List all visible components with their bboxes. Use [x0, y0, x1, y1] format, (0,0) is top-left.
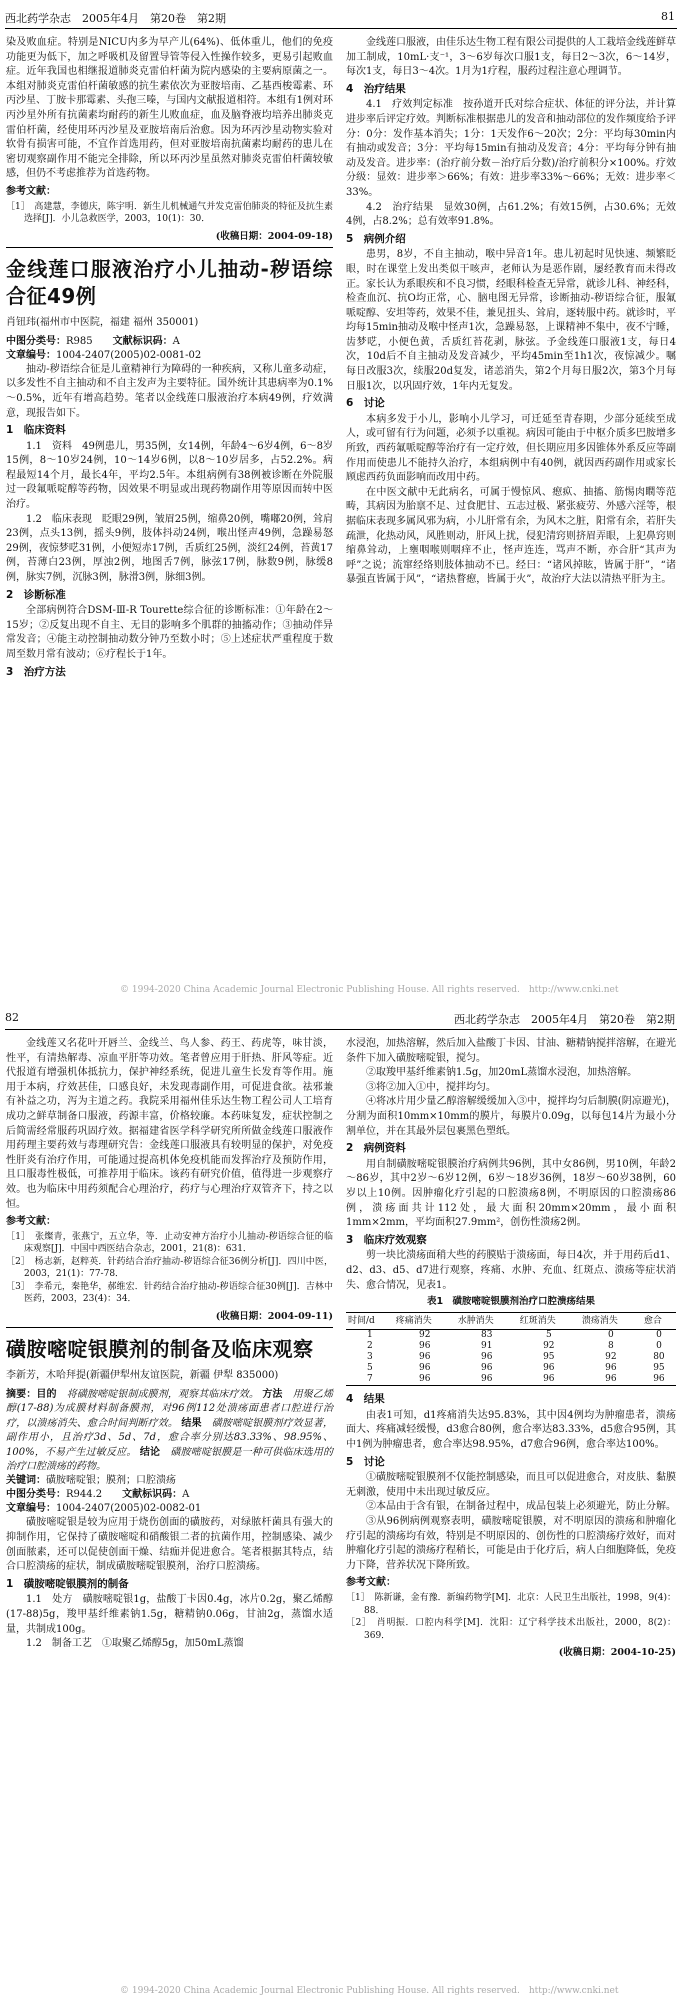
table-cell: 5: [367, 1363, 373, 1374]
article-divider: [6, 1327, 333, 1328]
table-header: 时间/d: [346, 1312, 394, 1330]
reference-item: ［2］ 杨志新，赵粹英．针药结合治疗抽动-秽语综合征36例分析[J]．四川中医，2003，21(1)：77-78．: [6, 1256, 333, 1280]
clc-label: 中图分类号：: [6, 335, 66, 347]
classification-line: [6, 1488, 333, 1502]
table-cell: 96: [580, 1374, 642, 1386]
section-heading: 3 治疗方法: [6, 665, 66, 678]
doc-code-label: 文献标识码：: [122, 1489, 183, 1501]
body-paragraph: 4.2 治疗结果 显效30例，占61.2%；有效15例，占30.6%；无效4例，占8.2%；总有效率91.8%。: [346, 201, 676, 228]
body-paragraph: 1.2 制备工艺 ①取聚乙烯醇5g，加50mL蒸馏: [26, 1638, 244, 1650]
article-title: 金线莲口服液治疗小儿抽动-秽语综合征49例: [6, 257, 333, 309]
table-cell: 96: [481, 1352, 493, 1363]
left-column: [6, 36, 333, 681]
table-cell: 0: [656, 1330, 662, 1341]
table-cell: 92: [419, 1330, 431, 1341]
abstract-conclusion-label: 结论: [139, 1446, 161, 1458]
running-header: [0, 1009, 685, 1027]
intro-paragraph: 磺胺嘧啶银是较为应用于烧伤创面的磺胺药，对绿脓杆菌具有强大的抑制作用，它保持了磺胺嘧啶和硝酸银二者的抗菌作用，控制感染、减少创面脓素，还可以促使创面干燥、结痂并促进愈合。笔者根据其特点，结合口腔溃疡的症状，制成磺胺嘧啶银膜剂，治疗口腔溃疡。: [6, 1517, 333, 1573]
article-id-label: 文章编号：: [6, 349, 56, 361]
page-number: 82: [5, 1011, 19, 1024]
running-header: [0, 8, 685, 26]
table-row: [346, 1363, 676, 1374]
table-cell: 96: [518, 1374, 580, 1386]
header-rule: [5, 1029, 677, 1030]
table-header: 愈合: [642, 1312, 676, 1330]
article-author: 肖钮玮(福州市中医院，福建 福州 350001): [6, 317, 199, 329]
table-cell: 5: [545, 1330, 552, 1341]
article-id-line: [6, 349, 333, 363]
reference-item: ［2］ 肖明振．口腔内科学[M]．沈阳：辽宁科学技术出版社，2000，8(2)：369．: [346, 1618, 676, 1641]
body-paragraph: ④将冰片用少量乙醇溶解缓缓加入③中，搅拌均匀后制膜(阴凉避光)，分割为面积10mm×10mm的膜片，每膜片0.09g，以每包14片为最小分割单位，并在其最外层包裹黑色塑纸。: [346, 1096, 676, 1137]
header-rule: [5, 28, 677, 29]
abstract-objective: 将磺胺嘧啶银制成膜剂，观察其临床疗效。: [66, 1388, 259, 1400]
table-cell: 95: [653, 1363, 665, 1374]
intro-paragraph: 抽动-秽语综合征是儿童精神行为障碍的一种疾病，又称儿童多动症，以多发性不自主抽动和不自主发声为主要特征。国外统计其患病率为0.1%～0.5%，近年有增高趋势。笔者以金线莲口服液治疗本病49例，疗效满意，现报告如下。: [6, 363, 333, 419]
body-paragraph: 4.1 疗效判定标准 按孙道开氏对综合症状、体征的评分法，并计算进步率后评定疗效。判断标准根据患儿的发音和抽动部位的发作频度给予评分：0分：发作基本消失；1分：1天发作6～20次；2分：平均每30min内有抽动或发音；3分：平均每15min有抽动及发音；4分：平均每分钟有抽动及发音。进步率：(治疗前分数－治疗后分数)/治疗前积分×100%。疗效分级：显效：进步率＞66%；有效：进步率33%～66%；无效：进步率＜33%。: [346, 99, 676, 198]
body-paragraph: 水浸泡，加热溶解，然后加入盐酸丁卡因、甘油、糖精钠搅拌溶解，在避光条件下加入磺胺嘧啶银，搅匀。: [346, 1038, 676, 1064]
table-header-row: [346, 1312, 676, 1330]
abstract-method-label: 方法: [262, 1388, 283, 1400]
abstract-method: 用聚乙烯醇(17-88)为成膜材料制备膜剂，对96例112处溃疡面患者口腔进行治疗，以溃疡消失、愈合时间判断疗效。: [6, 1388, 334, 1429]
table-header: 红斑消失: [518, 1312, 580, 1330]
table-cell: 92: [543, 1341, 555, 1352]
section-heading: 5 病例介绍: [346, 232, 406, 245]
section-heading: 2 病例资料: [346, 1142, 406, 1155]
body-paragraph: 本病多发于小儿，影响小儿学习，可迁延至青春期，少部分延续至成人，或可留有行为问题，必须予以重视。病因可能由于中枢介质多巴胺增多所致，西药氟哌啶醇等治疗有一定疗效，但长期应用多因锥体外系反应等副作用而使患儿不能持久治疗，本组病例中有40例，就因西药副作用或家长顾虑西药负面影响而改用中药。: [346, 413, 676, 484]
abstract: [6, 1388, 333, 1474]
abstract-result-label: 结果: [181, 1417, 202, 1429]
body-paragraph: ①磺胺嘧啶银膜剂不仅能控制感染，而且可以促进愈合，对皮肤、黏膜无刺激，使用中未出现过敏反应。: [346, 1472, 676, 1498]
references-heading: 参考文献：: [6, 185, 56, 197]
section-heading: 1 临床资料: [6, 424, 66, 437]
table-cell: 96: [456, 1374, 518, 1386]
body-paragraph: 金线莲口服液，由佳乐达生物工程有限公司提供的人工栽培金线莲鲜草加工制成，10mL·支⁻¹，3～6岁每次口服1支，每日2～3次，6～14岁，每次1支，每日3～4次。1月为1疗程，服药过程注意心理调节。: [346, 37, 676, 78]
abstract-conclusion: 磺胺嘧啶银膜是一种可供临床选用的治疗口腔溃疡的药物。: [6, 1446, 334, 1472]
table-cell: 92: [605, 1352, 617, 1363]
article-id-value: 1004-2407(2005)02-0082-01: [56, 1503, 202, 1515]
section-heading: 4 治疗结果: [346, 82, 406, 95]
classification-line: [6, 335, 333, 349]
article-title: 磺胺嘧啶银膜剂的制备及临床观察: [6, 1337, 314, 1362]
table-cell: 96: [419, 1341, 431, 1352]
article-author: 李新芳，木哈拜提(新疆伊犁州友谊医院，新疆 伊犁 835000): [6, 1370, 279, 1382]
header-journal: 西北药学杂志 2005年4月 第20卷 第2期: [454, 1013, 675, 1026]
table-cell: 96: [642, 1374, 676, 1386]
table-header: 疼痛消失: [394, 1312, 456, 1330]
body-paragraph: ②本品由于含有银，在制备过程中，成品包装上必须避光，防止分解。: [366, 1501, 676, 1513]
copyright-footer: © 1994-2020 China Academic Journal Electronic Publishing House. All rights reserved. http://www.cnki.net: [120, 1986, 619, 1996]
right-column: [346, 36, 676, 588]
clc-value: R944.2: [66, 1489, 103, 1501]
table-row: [346, 1374, 676, 1386]
doc-code-value: A: [172, 335, 180, 347]
header-journal: 西北药学杂志 2005年4月 第20卷 第2期: [5, 12, 226, 25]
references-heading: 参考文献：: [6, 1216, 56, 1228]
copyright-footer: © 1994-2020 China Academic Journal Electronic Publishing House. All rights reserved. http://www.cnki.net: [120, 985, 619, 995]
prev-article-paragraph: 染及败血症。特别是NICU内多为早产儿(64%)、低体重儿，他们的免疫功能更为低下，加之呼吸机及留置导管等侵入性操作较多，更易引起败血症。近年我国也相继报道肺炎克雷伯杆菌为院内感染的主要病原菌之一。本组对肺炎克雷伯杆菌敏感的抗生素依次为亚胺培南、乙基西梭霉素、环丙沙星、丁胺卡那霉素、头孢三嗪，与国内文献报道相符。本组有1例对环丙沙星外所有抗菌素均耐药的新生儿败血症，血及脑脊液均培养出肺炎克雷伯杆菌，经使用环丙沙星及亚胺培南后治愈。因为环丙沙星动物实验对软骨有损害可能，不宜作首选用药，但对亚胺培南抗菌素均耐药的患儿在密切观察副作用不能完全排除，所以环丙沙星虽然对肺炎克雷伯杆菌较敏感，但仍不考虑推荐为首选药物。: [6, 37, 333, 180]
received-date: (收稿日期：2004-09-11): [215, 1310, 333, 1322]
doc-code-label: 文献标识码：: [112, 335, 173, 347]
table-cell: 7: [346, 1374, 394, 1386]
table-cell: 96: [543, 1363, 555, 1374]
references-heading: 参考文献：: [346, 1577, 396, 1589]
body-paragraph: 剪一块比溃疡面稍大些的药膜贴于溃疡面，每日4次，并于用药后d1、d2、d3、d5、d7进行观察，疼痛、水肿、充血、红斑点、溃疡等症状消失、愈合情况，见表1。: [346, 1250, 676, 1291]
clc-value: R985: [66, 335, 93, 347]
body-paragraph: ②取羧甲基纤维素钠1.5g，加20mL蒸馏水浸泡，加热溶解。: [366, 1067, 638, 1079]
reference-item: ［1］ 高建慧，李德庆，陈宇明．新生儿机械通气并发克雷伯肺炎的特征及抗生素选择[J]．小儿急救医学，2003，10(1)：30．: [6, 201, 333, 225]
table-caption: 表1 磺胺嘧啶银膜剂治疗口腔溃疡结果: [426, 1296, 596, 1308]
table-cell: 3: [367, 1352, 373, 1363]
prev-article-paragraph: 金线莲又名花叶开唇兰、金线兰、鸟人参、药王、药虎等，味甘淡，性平，有清热解毒、凉血平肝等功效。笔者曾应用于肝热、肝风等症。近代报道有增强机体抵抗力，保护神经系统，促进儿童生长发育等作用。施用于本病，疗效甚佳，口感良好，未发现毒副作用，可促进食欲。祛邪兼有补益之功，泻为主道之药。我院采用福州佳乐达生物工程公司人工培育成功之鲜草制备口服液，药源丰富，价格较廉。本药味复发，症状控制之后简需经常服药巩固疗效。据福建省医学科学研究所所做金线莲口服液作用药理主要药效与毒理研究告：金线莲口服液具有较明显的保护，对免疫性肝炎有治疗作用，可能通过提高机体免疫机能而发挥治疗及预防作用，且口服毒性极低，可推荐用于临床。该药有研究价值，值得进一步观察疗效。也为临床中用药须配合心理治疗，药疗与心理治疗双管齐下，持之以恒。: [6, 1038, 333, 1210]
table-header: 水肿消失: [456, 1312, 518, 1330]
keywords-label: 关键词：: [6, 1475, 46, 1487]
reference-item: ［1］ 张燦青，张燕宁，五立华，等．止动安神方治疗小儿抽动-秽语综合征的临床观察[J]．中国中西医结合杂志，2001，21(8)：631．: [6, 1231, 333, 1255]
article-id-value: 1004-2407(2005)02-0081-02: [56, 349, 202, 361]
table-cell: 96: [394, 1374, 456, 1386]
body-paragraph: 由表1可知，d1疼痛消失达95.83%，其中因4例均为肿瘤患者，溃疡面大、疼痛减轻缓慢，d3愈合80例，愈合率达83.33%，d5愈合95例，其中1例为肿瘤患者，愈合率达98.95%，d7愈合96例，愈合率达100%。: [346, 1409, 676, 1451]
body-paragraph: 全部病例符合DSM-Ⅲ-R Tourette综合征的诊断标准：①年龄在2～15岁；②反复出现不自主、无目的影响多个肌群的抽搐动作；③抽动伴异常发音；④能主动控制抽动数分钟乃至数小时；⑤上述症状严重程度于数周至数月常有波动；⑥疗程长于1年。: [6, 605, 333, 660]
reference-item: ［1］ 陈新谦，金有豫．新编药物学[M]．北京：人民卫生出版社，1998，9(4)：88．: [346, 1593, 676, 1616]
section-heading: 4 结果: [346, 1393, 385, 1406]
received-date: (收稿日期：2004-10-25): [558, 1647, 676, 1658]
body-paragraph: 1.1 处方 磺胺嘧啶银1g，盐酸丁卡因0.4g，冰片0.2g，聚乙烯醇(17-88)5g，羧甲基纤维素钠1.5g，糖精钠0.06g，甘油2g，蒸馏水适量，共制成100g。: [6, 1594, 333, 1635]
clc-label: 中图分类号：: [6, 1489, 66, 1501]
section-heading: 2 诊断标准: [6, 588, 66, 601]
body-paragraph: 用自制磺胺嘧啶银膜治疗病例共96例，其中女86例，男10例，年龄2～86岁，其中2岁～6岁12例，6岁～18岁36例，18岁～60岁38例，60岁以上10例。因肿瘤化疗引起的口腔溃疡8例，不明原因的口腔溃疡86例，溃疡面共计112处，最大面积20mm×20mm，最小面积1mm×2mm，平均面积27.9mm²，创伤性溃疡2例。: [346, 1158, 676, 1229]
table-cell: 96: [481, 1363, 493, 1374]
page-number: 81: [661, 10, 675, 23]
table-cell: 96: [419, 1363, 431, 1374]
body-paragraph: 在中医文献中无此病名，可属于慢惊风、瘛疭、抽搐、筋惕肉瞤等范畴，其病因为胎禀不足、过食肥甘、五志过极、紧张疲劳、外感六淫等，根据临床表现多属风邪为病，小儿肝常有余，为风木之脏，阳常有余，若肝失疏泄，化热动风，风胜则动，肝风上扰，侵犯清窍则挤眉弄眼，上犯鼻窍则缩鼻耸动，上壅咽喉则咽痒不止，怪声连连，骂声不断，亦合肝“其声为呼”之说；流窜经络则肢体抽动不已。经曰：“诸风掉眩，皆属于肝”，“诸暴强直皆属于风”，“诸热瞀瘛，皆属于火”，故治疗大法以清热平肝为主。: [346, 486, 676, 586]
section-heading: 3 临床疗效观察: [346, 1233, 427, 1246]
body-paragraph: 1.1 资料 49例患儿，男35例，女14例，年龄4～6岁4例，6～8岁15例，8～10岁24例，10～14岁6例，以8～10岁居多，占52.2%。病程最短14个月，最长4年，平均2.5年。本组病例有38例被诊断在外院服过一段氟哌啶醇等药物，因效果不明显或出现药物副作用等原因而转中医治疗。: [6, 440, 333, 511]
body-paragraph: 1.2 临床表现 眨眼29例，皱眉25例，缩鼻20例，嘴嘟20例，耸肩23例，点头13例，摇头9例，肢体抖动24例，喉出怪声49例，急躁易怒29例，夜惊梦呓31例，小便短赤17例，舌质红25例，淡红24例，苔黄17例，苔薄白23例，厚浊2例，地图舌7例，脉弦17例，脉数9例，脉缓8例，脉实7例，沉脉3例，脉滑3例，脉细3例。: [6, 513, 333, 584]
article-id-label: 文章编号：: [6, 1503, 56, 1515]
table-cell: 80: [653, 1352, 665, 1363]
table-cell: 95: [543, 1352, 555, 1363]
received-date: (收稿日期：2004-09-18): [215, 230, 333, 242]
table-cell: 1: [367, 1330, 373, 1341]
table-cell: 0: [607, 1330, 614, 1341]
section-heading: 1 磺胺嘧啶银膜剂的制备: [6, 1577, 129, 1590]
results-table: [346, 1295, 676, 1386]
left-column: [6, 1037, 333, 1652]
doc-code-value: A: [182, 1489, 190, 1501]
article-id-line: [6, 1502, 333, 1516]
abstract-result: 磺胺嘧啶银膜剂疗效显著，副作用小，且治疗3d、5d、7d，愈合率分别达83.33%、98.95%、100%，不易产生过敏反应。: [6, 1417, 334, 1458]
section-heading: 5 讨论: [346, 1455, 385, 1468]
table-cell: 96: [605, 1363, 617, 1374]
body-paragraph: ③将②加入①中，搅拌均匀。: [366, 1081, 496, 1093]
table-cell: 96: [419, 1352, 431, 1363]
table-row: [346, 1341, 676, 1352]
body-paragraph: 患男，8岁，不自主抽动，喉中异音1年。患儿初起时见快速、频繁眨眼，时在课堂上发出类似干咳声，老师认为是恶作剧，屡经教育而未得改正。家长认为系眼疾和不良习惯，经眼科检查无异常，就诊儿科、神经科，检查血沉、抗O均正常，心、脑电图无异常，诊断抽动-秽语综合征，服氟哌啶醇、安坦等药，效果不佳，兼见扭头、耸肩，逐转服中药。就诊时，平均每15min抽动及喉中怪声1次，急躁易怒，上课精神不集中，夜不宁睡，齿梦呓，小便色黄，舌质红苔花剥，脉弦。予金线莲口服液1支，每日4次，10d后不自主抽动及发音减少，平均45min至1h1次，夜惊减少。嘱每日改服3次，续服20d复发，诸恙消失，第2个月每日服2次，第3个月每日服1次，以巩固疗效，1年内无复发。: [346, 249, 676, 392]
table-cell: 2: [367, 1341, 373, 1352]
body-paragraph: ③从96例病例观察表明，磺胺嘧啶银膜，对不明原因的溃疡和肿瘤化疗引起的溃疡均有效，特别是不明原因的、创伤性的口腔溃疡疗效好，而对肿瘤化疗引起的溃疡疗程稍长，可能是由于化疗后，病人白细胞降低，免疫力下降，营养状况下降所致。: [346, 1516, 676, 1571]
article-divider: [6, 247, 333, 248]
table-row: [346, 1330, 676, 1342]
right-column: [346, 1037, 676, 1663]
table-cell: 91: [481, 1341, 493, 1352]
table-row: [346, 1352, 676, 1363]
table-cell: 83: [481, 1330, 493, 1341]
table-cell: 8: [607, 1341, 614, 1352]
table-header: 溃疡消失: [580, 1312, 642, 1330]
keywords-line: [6, 1474, 333, 1488]
abstract-label: 摘要：目的: [6, 1388, 57, 1400]
section-heading: 6 讨论: [346, 397, 385, 410]
journal-page-82: [0, 1001, 685, 2002]
table-cell: 0: [656, 1341, 662, 1352]
keywords-value: 磺胺嘧啶银；膜剂；口腔溃疡: [46, 1475, 176, 1487]
reference-item: ［3］ 李希元，秦艳华，郝维宏．针药结合治疗抽动-秽语综合征30例[J]．吉林中医药，2003，23(4)：34．: [6, 1281, 333, 1305]
